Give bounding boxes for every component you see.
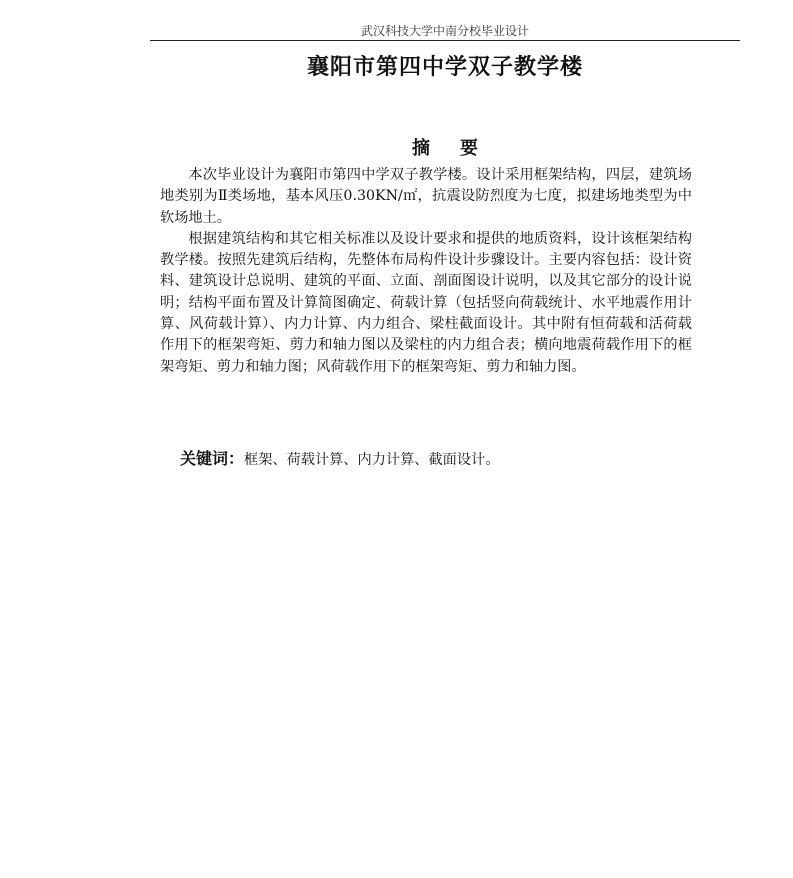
header-divider [150, 40, 740, 41]
page-header: 武汉科技大学中南分校毕业设计 [360, 24, 529, 38]
keywords-line [180, 448, 720, 471]
abstract-heading-char-1: 摘 [412, 138, 430, 159]
abstract-body [160, 165, 692, 378]
abstract-paragraph-2: 根据建筑结构和其它相关标准以及设计要求和提供的地质资料，设计该框架结构教学楼。按照先建筑后结构，先整体布局构件设计步骤设计。主要内容包括：设计资料、建筑设计总说明、建筑的平面、立面、剖面图设计说明，以及其它部分的设计说明；结构平面布置及计算简图确定、荷载计算（包括竖向荷载统计、水平地震作用计算、风荷载计算）、内力计算、内力组合、梁柱截面设计。其中附有恒荷载和活荷载作用下的框架弯矩、剪力和轴力图以及梁柱的内力组合表；横向地震荷载作用下的框架弯矩、剪力和轴力图；风荷载作用下的框架弯矩、剪力和轴力图。 [160, 230, 692, 375]
document-title: 襄阳市第四中学双子教学楼 [306, 55, 583, 80]
abstract-heading [150, 134, 740, 160]
abstract-paragraph-1: 本次毕业设计为襄阳市第四中学双子教学楼。设计采用框架结构，四层，建筑场地类别为Ⅱ类场地，基本风压0.30KN/㎡，抗震设防烈度为七度，拟建场地类型为中软场地土。 [160, 167, 692, 226]
keywords-value: 框架、荷载计算、内力计算、截面设计。 [244, 452, 500, 468]
keywords-label: 关键词： [180, 449, 245, 468]
abstract-heading-char-2: 要 [460, 138, 478, 159]
